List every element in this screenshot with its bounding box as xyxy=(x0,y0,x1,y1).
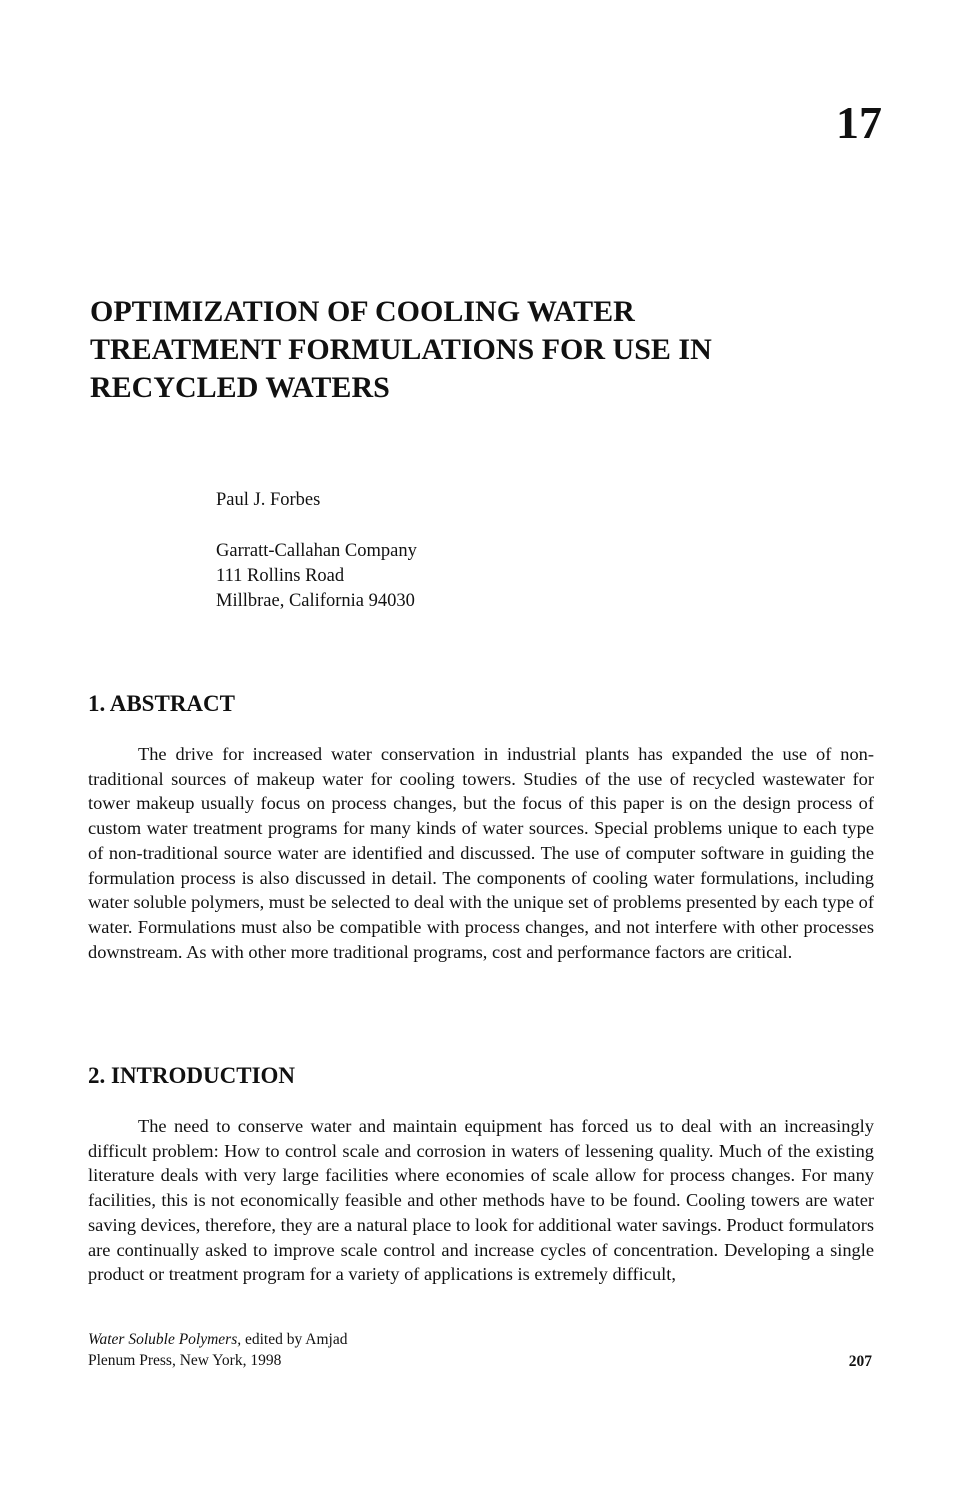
title-line: RECYCLED WATERS xyxy=(90,371,390,404)
affiliation-company: Garratt-Callahan Company xyxy=(216,541,417,561)
title-line: OPTIMIZATION OF COOLING WATER xyxy=(90,295,635,328)
affiliation-city: Millbrae, California 94030 xyxy=(216,591,415,611)
affiliation-street: 111 Rollins Road xyxy=(216,566,345,586)
author-name: Paul J. Forbes xyxy=(216,490,321,510)
abstract-heading: 1. ABSTRACT xyxy=(88,691,235,716)
chapter-number: 17 xyxy=(836,97,882,148)
abstract-paragraph: The drive for increased water conservation in industrial plants has expanded the use of non-traditional sources of makeup water for cooling towers. Studies of the use of recycled wastewater for tower makeup usually focus on process changes, but the focus of this paper is on the design process of custom water treatment programs for many kinds of water sources. Special problems unique to each type of non-traditional source water are identified and discussed. The use of computer software in guiding the formulation process is also discussed in detail. The components of cooling water formulations, including water soluble polymers, must be selected to deal with the unique set of problems presented by each type of water. Formulations must also be compatible with process changes, and not interfere with other processes downstream. As with other more traditional programs, cost and performance factors are critical. xyxy=(88,744,874,962)
paper-title xyxy=(90,293,890,407)
footer-book-line xyxy=(88,1329,347,1350)
footer-book-title: Water Soluble Polymers, xyxy=(88,1331,242,1348)
introduction-heading: 2. INTRODUCTION xyxy=(88,1063,296,1088)
introduction-paragraph: The need to conserve water and maintain equipment has forced us to deal with an increasingly difficult problem: How to control scale and corrosion in waters of lessening quality. Much of the existing literature deals with very large facilities where economies of scale allow for process changes. For many facilities, this is not economically feasible and other methods have to be found. Cooling towers are water saving devices, therefore, they are a natural place to look for additional water savings. Product formulators are continually asked to improve scale control and increase cycles of concentration. Developing a single product or treatment program for a variety of applications is extremely difficult, xyxy=(88,1116,874,1285)
title-line: TREATMENT FORMULATIONS FOR USE IN xyxy=(90,333,712,366)
author-block xyxy=(216,488,417,614)
footer-editor: edited by Amjad xyxy=(241,1331,348,1348)
footer-citation xyxy=(88,1329,347,1371)
page-number: 207 xyxy=(848,1353,872,1370)
footer-publisher: Plenum Press, New York, 1998 xyxy=(88,1352,282,1369)
